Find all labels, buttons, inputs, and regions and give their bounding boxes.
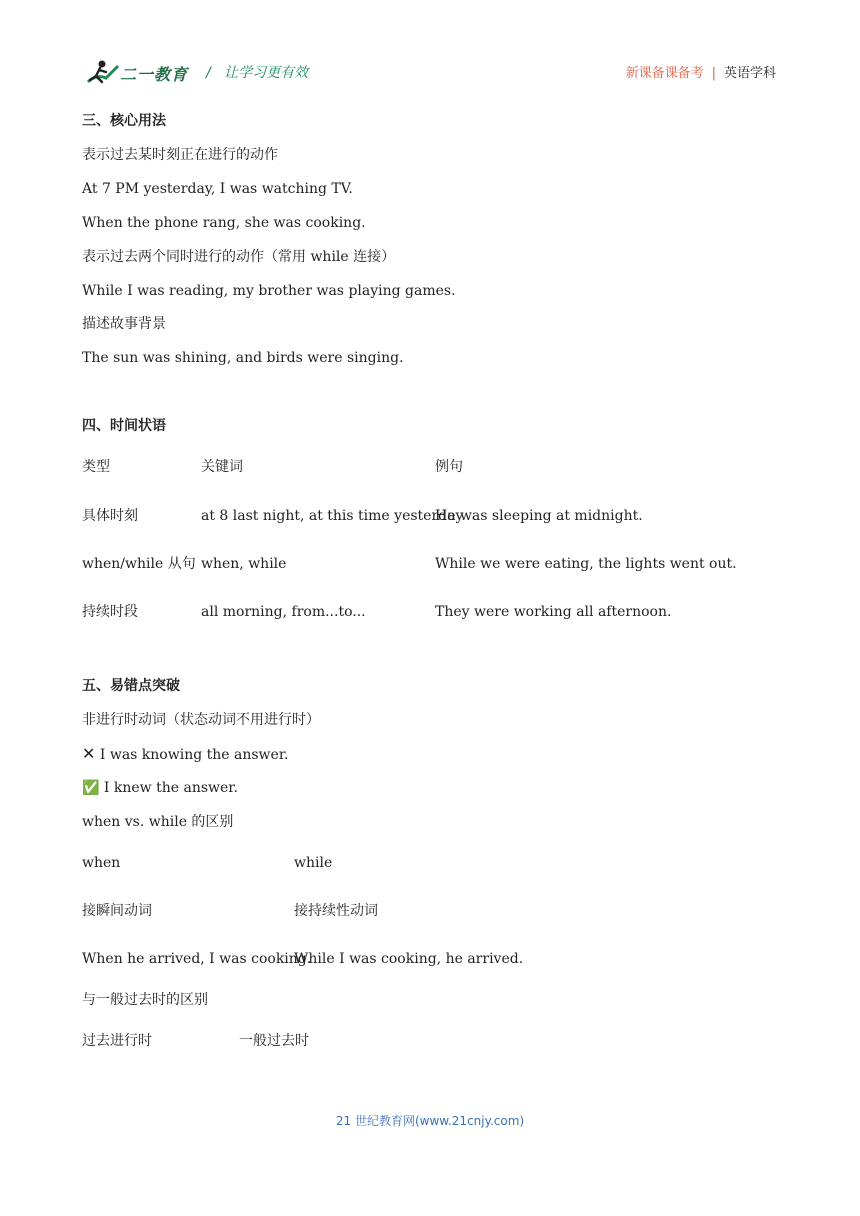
cross-icon: ✕: [82, 744, 96, 763]
section3-line: 描述故事背景: [82, 316, 166, 332]
header-right: [626, 62, 776, 81]
table-cell: 持续时段: [82, 604, 138, 620]
table-cell: when/while 从句: [82, 556, 196, 572]
logo: [84, 56, 194, 90]
section4-title: 四、时间状语: [82, 418, 166, 434]
wrong-sentence: I was knowing the answer.: [99, 747, 289, 763]
section3-line: When the phone rang, she was cooking.: [82, 215, 366, 231]
slogan-slash: /: [206, 65, 211, 81]
page-header: [84, 56, 776, 90]
table-cell: when, while: [201, 556, 287, 572]
table-cell: He was sleeping at midnight.: [435, 508, 643, 524]
stative-verbs-title: 非进行时动词（状态动词不用进行时）: [82, 712, 320, 728]
table-cell: at 8 last night, at this time yesterday: [201, 508, 464, 524]
section3-line: At 7 PM yesterday, I was watching TV.: [82, 181, 353, 197]
check-icon: ✅: [82, 780, 100, 796]
past-simple-title: 与一般过去时的区别: [82, 992, 208, 1008]
table-header-while: while: [294, 855, 333, 871]
section3-title: 三、核心用法: [82, 113, 166, 129]
table-cell: 具体时刻: [82, 508, 138, 524]
header-subject: 英语学科: [723, 66, 776, 81]
runner-logo-icon: [84, 56, 124, 90]
when-while-title: when vs. while 的区别: [82, 814, 234, 830]
table-cell: 接瞬间动词: [82, 903, 152, 919]
table-header-type: 类型: [82, 459, 110, 475]
table-cell: While I was cooking, he arrived.: [294, 951, 524, 967]
table-header-past-continuous: 过去进行时: [82, 1033, 152, 1049]
header-separator: |: [711, 66, 716, 81]
section3-line: 表示过去两个同时进行的动作（常用 while 连接）: [82, 249, 396, 265]
table-cell: While we were eating, the lights went out.: [435, 556, 737, 572]
table-cell: 接持续性动词: [294, 903, 378, 919]
table-header-past-simple: 一般过去时: [239, 1033, 309, 1049]
table-header-when: when: [82, 855, 121, 871]
section3-line: The sun was shining, and birds were singing.: [82, 350, 404, 366]
section3-line: 表示过去某时刻正在进行的动作: [82, 147, 278, 163]
table-cell: all morning, from...to...: [201, 604, 366, 620]
section3-line: While I was reading, my brother was playing games.: [82, 283, 456, 299]
correct-example: [82, 779, 238, 797]
slogan-text: 让学习更有效: [224, 65, 309, 81]
page-footer: 21 世纪教育网(www.21cnjy.com): [335, 1114, 525, 1128]
logo-text: 二一教育: [120, 65, 189, 84]
header-course-label: 新课备课备考: [625, 66, 704, 81]
table-cell: They were working all afternoon.: [435, 604, 672, 620]
correct-sentence: I knew the answer.: [103, 780, 238, 796]
table-header-keywords: 关键词: [201, 459, 243, 475]
section5-title: 五、易错点突破: [82, 678, 180, 694]
wrong-example: [82, 745, 288, 764]
table-header-example: 例句: [435, 459, 463, 475]
table-cell: When he arrived, I was cooking.: [82, 951, 312, 967]
slogan: [206, 62, 308, 82]
